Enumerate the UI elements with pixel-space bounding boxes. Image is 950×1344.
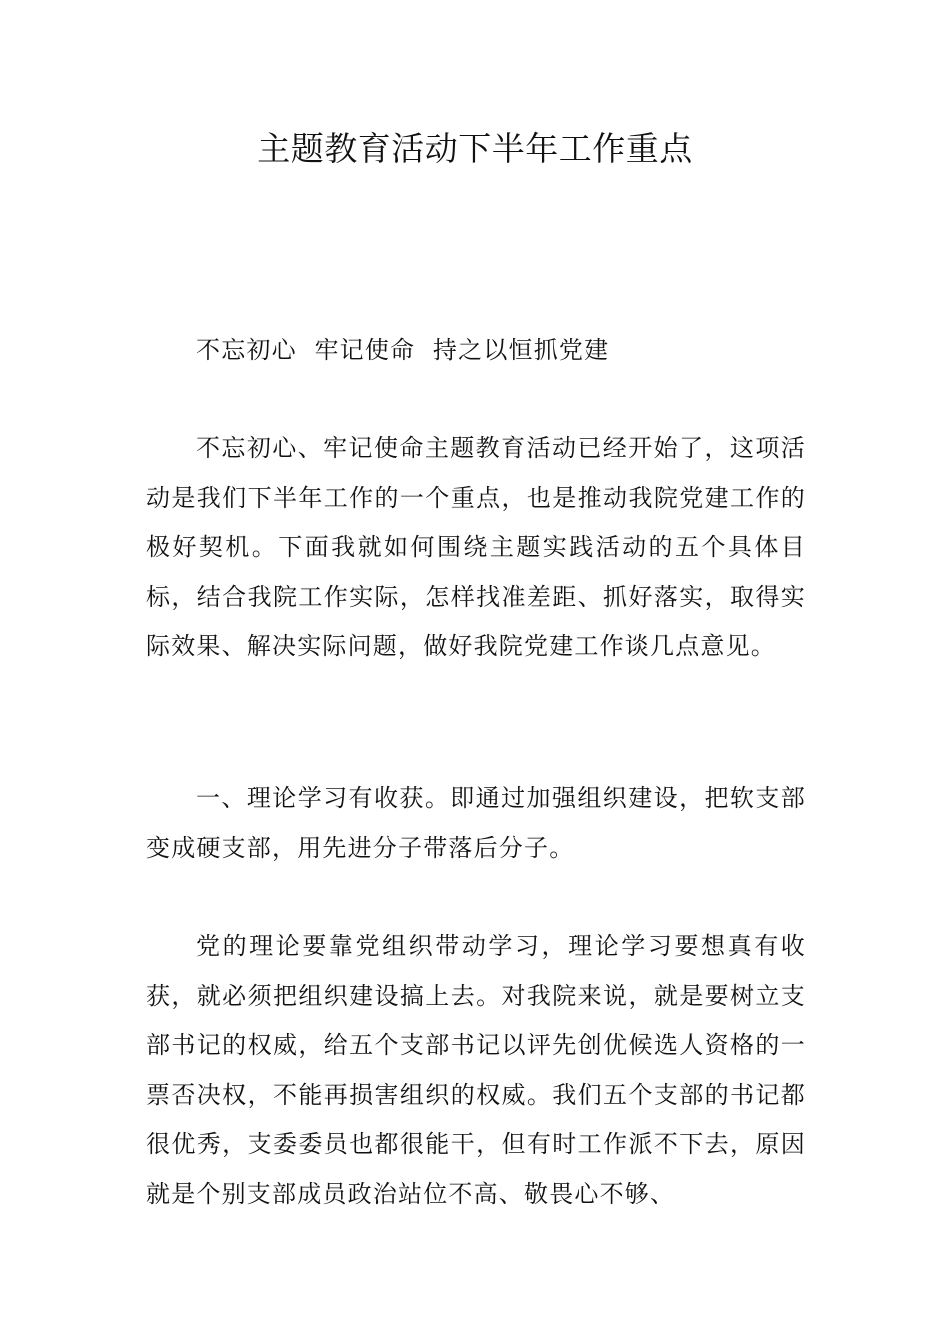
point-one-body-paragraph: 党的理论要靠党组织带动学习，理论学习要想真有收获，就必须把组织建设搞上去。对我院来说，就是要树立支部书记的权威，给五个支部书记以评先创优候选人资格的一票否决权，不能再损害组织的权威。我们五个支部的书记都很优秀，支委委员也都很能干，但有时工作派不下去，原因就是个别支部成员政治站位不高、敬畏心不够、 — [146, 932, 806, 1208]
point-one-heading-paragraph: 一、理论学习有收获。即通过加强组织建设，把软支部变成硬支部，用先进分子带落后分子。 — [146, 784, 806, 862]
subtitle-paragraph: 不忘初心 牢记使命 持之以恒抓党建 — [196, 336, 610, 364]
document-title: 主题教育活动下半年工作重点 — [257, 129, 693, 168]
intro-paragraph: 不忘初心、牢记使命主题教育活动已经开始了，这项活动是我们下半年工作的一个重点，也是推动我院党建工作的极好契机。下面我就如何围绕主题实践活动的五个具体目标，结合我院工作实际，怎样找准差距、抓好落实，取得实际效果、解决实际问题，做好我院党建工作谈几点意见。 — [146, 434, 806, 660]
